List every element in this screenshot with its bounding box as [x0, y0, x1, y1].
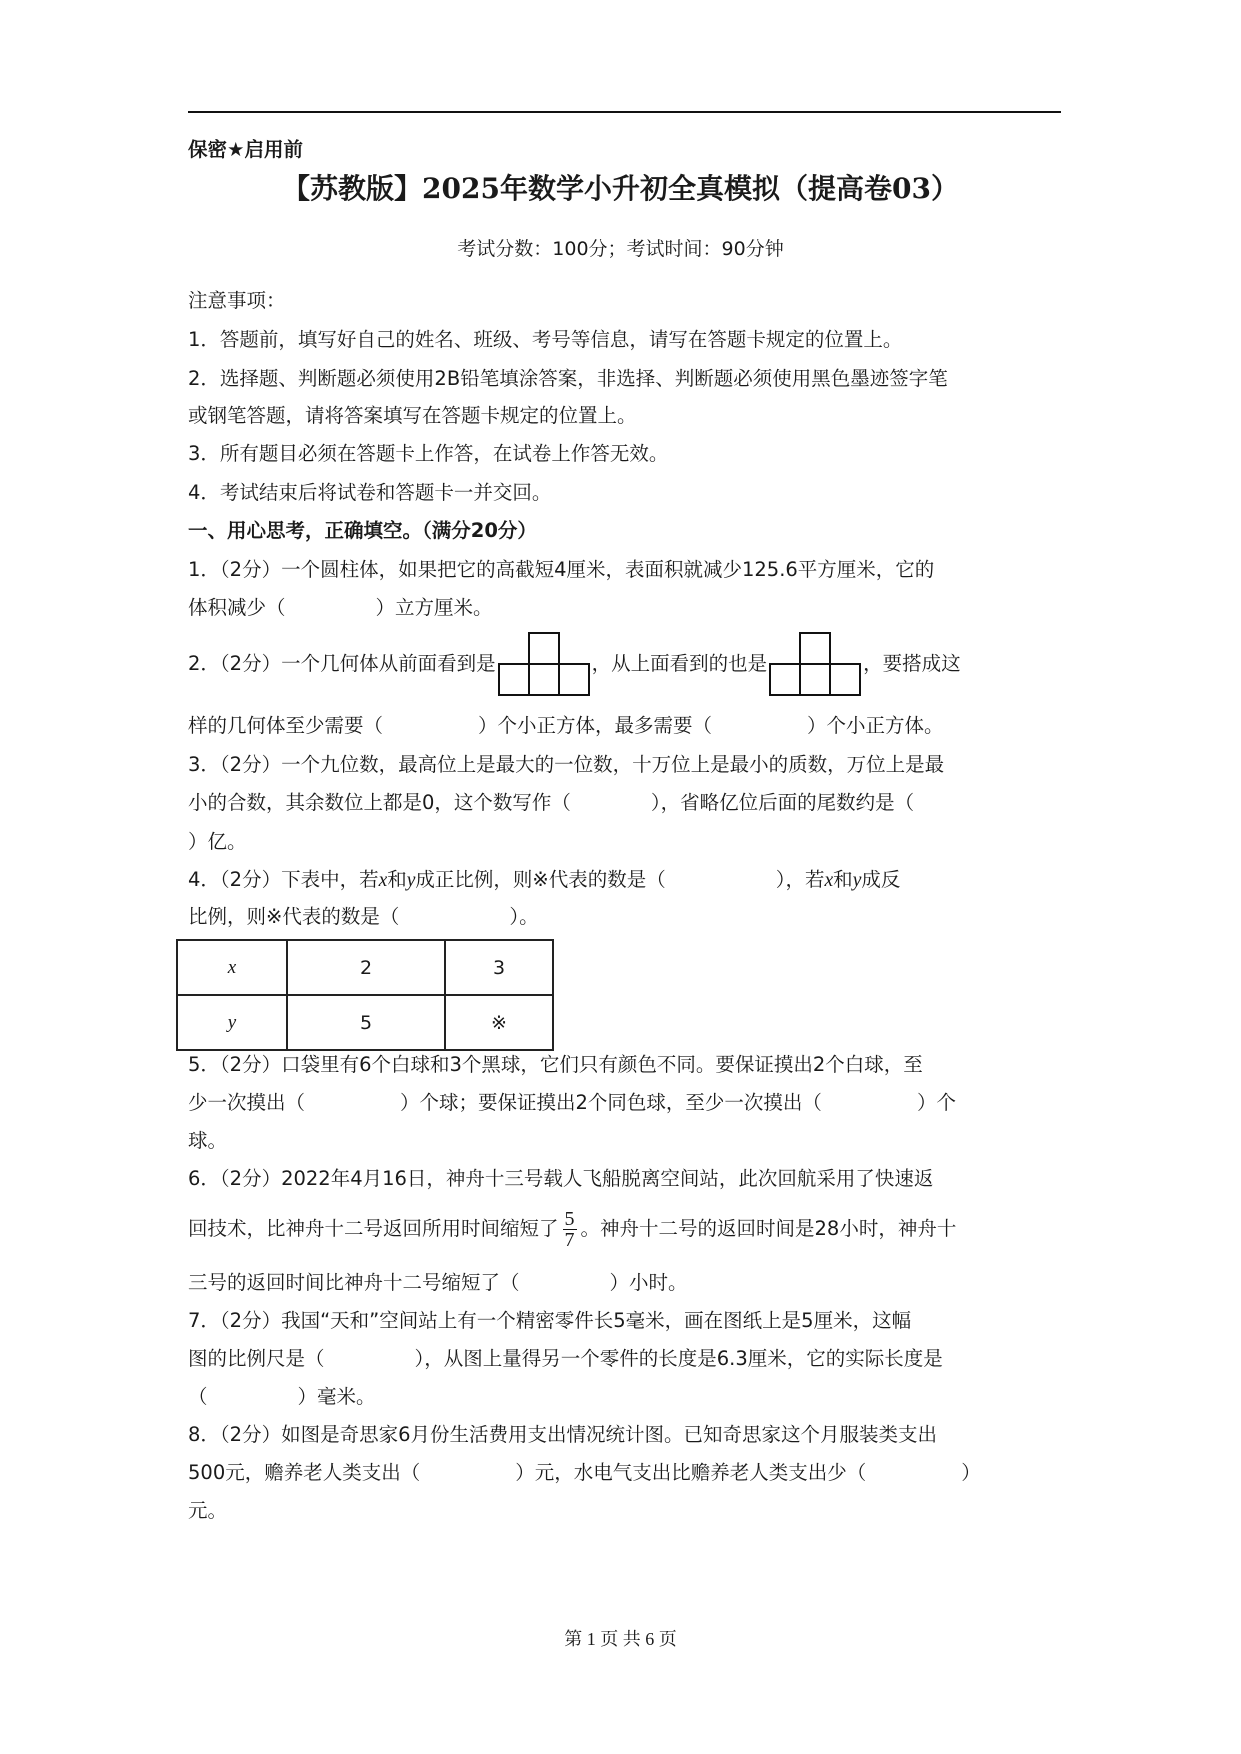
q4-line: [188, 904, 539, 930]
q4-text: ），若: [775, 868, 825, 891]
table-cell: 2: [287, 940, 445, 995]
q2-text: 样的几何体至少需要（: [188, 714, 384, 737]
table-cell: 3: [445, 940, 553, 995]
q8-line: 8．（2分）如图是奇思家6月份生活费用支出情况统计图。已知奇思家这个月服装类支出: [188, 1423, 937, 1446]
var-y: y: [406, 870, 416, 891]
q7-line: [188, 1384, 376, 1410]
q6-text: 回技术，比神舟十二号返回所用时间缩短了: [188, 1217, 559, 1240]
q8-line: 元。: [188, 1499, 228, 1522]
q5-line: 5．（2分）口袋里有6个白球和3个黑球，它们只有颜色不同。要保证摸出2个白球，至: [188, 1053, 923, 1076]
table-cell: y: [177, 995, 287, 1050]
section-heading: 一、用心思考，正确填空。（满分20分）: [188, 519, 537, 542]
header-rule: [188, 111, 1061, 113]
q7-text: 图的比例尺是（: [188, 1347, 325, 1370]
q1-text: 体积减少（: [188, 596, 286, 619]
q8-text: 500元，赡养老人类支出（: [188, 1461, 421, 1484]
q3-line: [188, 790, 914, 816]
table-cell: ※: [445, 995, 553, 1050]
q1-line: [188, 595, 493, 621]
q6-text: ）小时。: [609, 1271, 688, 1294]
fraction-numerator: 5: [564, 1207, 575, 1230]
q3-line: 3．（2分）一个九位数，最高位上是最大的一位数，十万位上是最小的质数，万位上是最: [188, 753, 945, 776]
note-item: 或钢笔答题，请将答案填写在答题卡规定的位置上。: [188, 404, 637, 427]
q2-text: ）个小正方体，最多需要（: [478, 714, 713, 737]
q4-text: ）。: [509, 905, 539, 928]
q6-line: [188, 1204, 956, 1254]
var-x: x: [824, 870, 834, 891]
q6-text: 三号的返回时间比神舟十二号缩短了（: [188, 1271, 520, 1294]
q1-text: ）立方厘米。: [375, 596, 493, 619]
xy-table: [176, 939, 554, 1051]
note-item: 4．考试结束后将试卷和答题卡一并交回。: [188, 481, 552, 504]
q4-text: 成正比例，则※代表的数是（: [415, 868, 666, 891]
q2-text: 2．（2分）一个几何体从前面看到是: [188, 652, 496, 675]
table-row: [177, 940, 553, 995]
q5-line: [188, 1090, 956, 1116]
q1-line: 1．（2分）一个圆柱体，如果把它的高截短4厘米，表面积就减少125.6平方厘米，它的: [188, 558, 935, 581]
q3-text: ），省略亿位后面的尾数约是（: [650, 791, 915, 814]
var-y: y: [852, 870, 862, 891]
q7-line: [188, 1346, 943, 1372]
q2-line: [188, 713, 944, 739]
q5-text: ）个: [916, 1091, 956, 1114]
q5-text: 少一次摸出（: [188, 1091, 306, 1114]
q5-text: ）个球；要保证摸出2个同色球，至少一次摸出（: [400, 1091, 822, 1114]
q4-text: 和: [833, 868, 853, 891]
page-title: 【苏教版】2025年数学小升初全真模拟（提高卷03）: [282, 172, 959, 205]
confidential-label: 保密★启用前: [188, 138, 303, 161]
q7-text: ），从图上量得另一个零件的长度是6.3厘米，它的实际长度是: [414, 1347, 943, 1370]
exam-info: 考试分数：100分；考试时间：90分钟: [457, 238, 784, 260]
q4-text: 成反: [861, 868, 901, 891]
q6-line: 6．（2分）2022年4月16日，神舟十三号载人飞船脱离空间站，此次回航采用了快速返: [188, 1167, 934, 1190]
note-item: 3．所有题目必须在答题卡上作答，在试卷上作答无效。: [188, 442, 669, 465]
q6-line: [188, 1270, 688, 1296]
q6-text: 。神舟十二号的返回时间是28小时，神舟十: [580, 1217, 957, 1240]
table-row: [177, 995, 553, 1050]
table-cell: 5: [287, 995, 445, 1050]
q8-text: ）: [961, 1461, 981, 1484]
fraction-denominator: 7: [564, 1228, 575, 1251]
q8-text: ）元，水电气支出比赡养老人类支出少（: [515, 1461, 867, 1484]
q5-line: 球。: [188, 1129, 228, 1152]
q2-text: ）个小正方体。: [807, 714, 944, 737]
table-cell: x: [177, 940, 287, 995]
q4-text: 和: [387, 868, 407, 891]
notes-heading: 注意事项：: [188, 289, 286, 312]
q2-text: ，要搭成这: [863, 652, 961, 675]
q7-line: 7．（2分）我国“天和”空间站上有一个精密零件长5毫米，画在图纸上是5厘米，这幅: [188, 1309, 912, 1332]
front-view-figure: [496, 629, 592, 699]
fraction: [563, 1209, 577, 1250]
q8-line: [188, 1460, 981, 1486]
note-item: 2．选择题、判断题必须使用2B铅笔填涂答案，非选择、判断题必须使用黑色墨迹签字笔: [188, 367, 948, 390]
q2-line: [188, 629, 961, 699]
q7-text: ）毫米。: [297, 1385, 376, 1408]
top-view-figure: [767, 629, 863, 699]
q2-text: ，从上面看到的也是: [591, 652, 768, 675]
q3-text: 小的合数，其余数位上都是0，这个数写作（: [188, 791, 571, 814]
q4-line: [188, 867, 900, 894]
note-item: 1．答题前，填写好自己的姓名、班级、考号等信息，请写在答题卡规定的位置上。: [188, 328, 903, 351]
page-number: 第 1 页 共 6 页: [564, 1629, 677, 1649]
q7-text: （: [188, 1385, 208, 1408]
q3-line: ）亿。: [188, 830, 247, 853]
q4-text: 比例，则※代表的数是（: [188, 905, 400, 928]
q4-text: 4．（2分）下表中，若: [188, 868, 379, 891]
var-x: x: [378, 870, 388, 891]
